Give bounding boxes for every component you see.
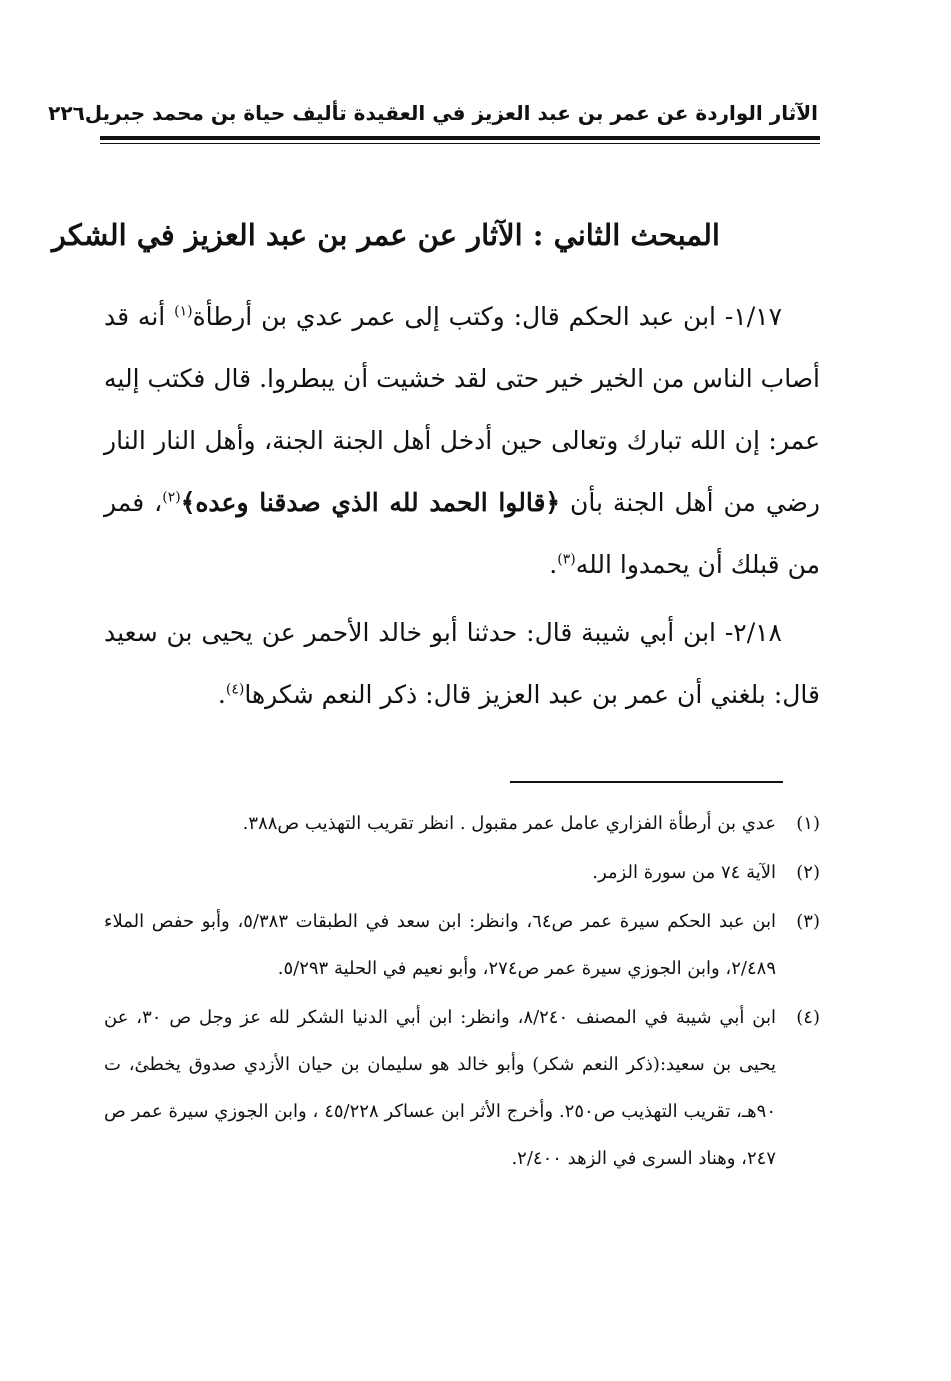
footnote-number: (١)	[796, 813, 820, 834]
footnotes	[104, 800, 820, 1184]
footnote-ref: (١)	[174, 303, 193, 320]
footnote-2	[104, 849, 820, 896]
footnote-number: (٤)	[796, 1007, 820, 1028]
footnote-text: الآية ٧٤ من سورة الزمر.	[592, 862, 776, 883]
paragraph-athar-18	[104, 602, 820, 726]
page-number: ٢٢٦	[48, 101, 85, 125]
body-text	[104, 286, 820, 726]
footnote-1	[104, 800, 820, 847]
running-header-title: الآثار الواردة عن عمر بن عبد العزيز في العقيدة تأليف حياة بن محمد جبريل	[84, 101, 818, 125]
paragraph-athar-17	[104, 286, 820, 596]
footnote-number: (٣)	[796, 911, 820, 932]
section-heading: المبحث الثاني : الآثار عن عمر بن عبد العزيز في الشكر	[51, 218, 720, 252]
paragraph-end: .	[217, 680, 226, 709]
footnote-ref: (٣)	[557, 551, 576, 568]
footnote-4	[104, 994, 820, 1182]
running-header	[48, 93, 818, 133]
paragraph-text: ، فمر من قبلك أن يحمدوا الله	[104, 488, 820, 579]
header-rule-thin	[100, 143, 820, 144]
footnote-separator	[510, 781, 783, 783]
footnote-ref: (٢)	[162, 489, 181, 506]
paragraph-text: أنه قد أصاب الناس من الخير خير حتى لقد خشيت أن يبطروا. قال فكتب إليه عمر: إن الله تبارك وتعالى حين أدخل أهل الجنة الجنة، وأهل النار النار رضي من أهل الجنة بأن	[104, 302, 820, 517]
footnote-number: (٢)	[796, 862, 820, 883]
footnote-text: عدي بن أرطأة الفزاري عامل عمر مقبول . انظر تقريب التهذيب ص٣٨٨.	[242, 813, 776, 834]
paragraph-text: ٢/١٨- ابن أبي شيبة قال: حدثنا أبو خالد الأحمر عن يحيى بن سعيد قال: بلغني أن عمر بن عبد العزيز قال: ذكر النعم شكرها	[104, 618, 820, 709]
footnote-ref: (٤)	[225, 681, 245, 698]
footnote-3	[104, 898, 820, 992]
paragraph-text: ١/١٧- ابن عبد الحكم قال: وكتب إلى عمر عدي بن أرطأة	[192, 302, 783, 331]
quran-quote: ﴿قالوا الحمد لله الذي صدقنا وعده﴾	[180, 488, 561, 517]
paragraph-end: .	[549, 550, 558, 579]
header-rule-thick	[100, 136, 820, 140]
footnote-text: ابن أبي شيبة في المصنف ٨/٢٤٠، وانظر: ابن أبي الدنيا الشكر لله عز وجل ص ٣٠، عن يحيى بن سعيد:(ذكر النعم شكر) وأبو خالد هو سليمان بن حيان الأزدي صدوق يخطئ، ت ٩٠هـ، تقريب التهذيب ص٢٥٠. وأخرج الأثر ابن عساكر ٤٥/٢٢٨ ، وابن الجوزي سيرة عمر ص ٢٤٧، وهناد السرى في الزهد ٢/٤٠٠.	[104, 1007, 776, 1169]
footnote-text: ابن عبد الحكم سيرة عمر ص٦٤، وانظر: ابن سعد في الطبقات ٥/٣٨٣، وأبو حفص الملاء ٢/٤٨٩، وابن الجوزي سيرة عمر ص٢٧٤، وأبو نعيم في الحلية ٥/٢٩٣.	[104, 911, 777, 979]
